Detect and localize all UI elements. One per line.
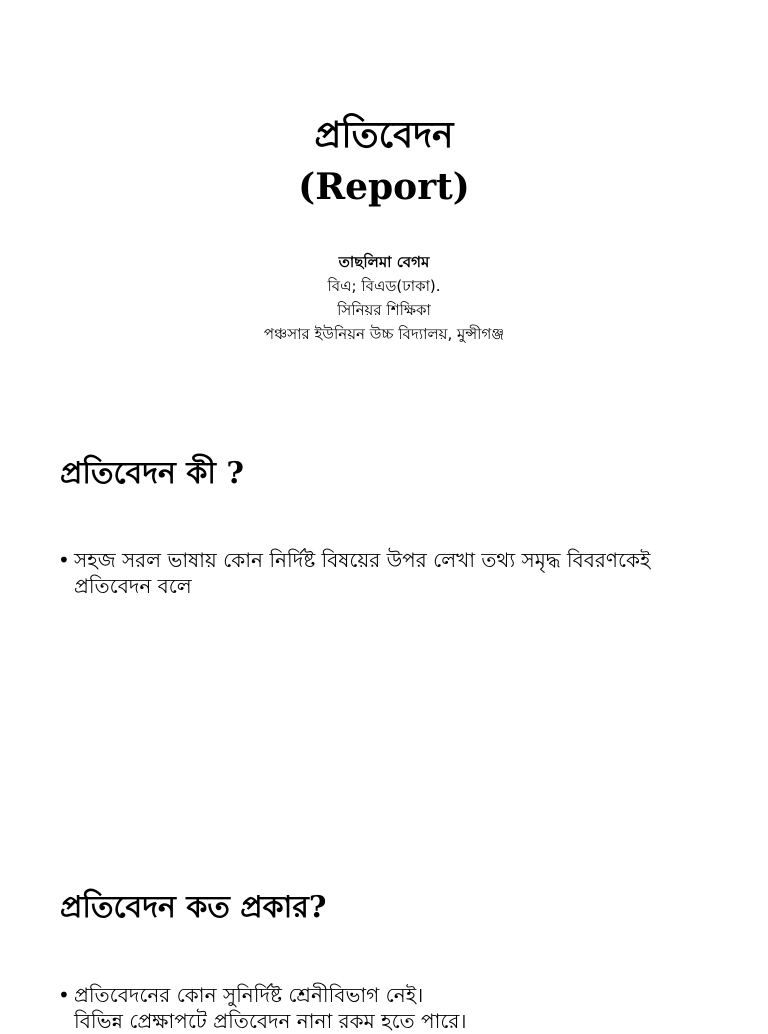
types-bullet <box>58 982 678 1034</box>
report-types-heading-text: প্রতিবেদন কত প্রকার <box>60 890 309 925</box>
types-line-1: প্রতিবেদনের কোন সুনির্দিষ্ট শ্রেনীবিভাগ নেই। <box>74 983 424 1007</box>
what-is-report-slide <box>0 420 768 850</box>
slide-title-bangla: প্রতিবেদন <box>314 115 454 156</box>
report-types-slide <box>0 850 768 1033</box>
title-slide <box>0 0 768 420</box>
definition-line-1: সহজ সরল ভাষায় কোন নির্দিষ্ট বিষয়ের উপর লেখা তথ্য সমৃদ্ধ বিবরণকেই <box>74 548 651 572</box>
author-position: সিনিয়র শিক্ষিকা <box>337 301 431 319</box>
report-types-heading <box>60 888 326 928</box>
author-school: পঞ্চসার ইউনিয়ন উচ্চ বিদ্যালয়, মুন্সীগঞ্জ <box>263 325 505 343</box>
slide-title-english: (Report) <box>298 166 470 208</box>
author-name: তাছলিমা বেগম <box>338 253 430 271</box>
types-line-2: বিভিন্ন প্রেক্ষাপটে প্রতিবেদন নানা রকম হতে পারে। <box>74 1009 467 1033</box>
bullet-dot: • <box>58 548 70 572</box>
author-degree: বিএ; বিএড(ঢাকা). <box>327 277 441 295</box>
question-mark: ? <box>308 890 327 925</box>
definition-line-2: প্রতিবেদন বলে <box>74 574 192 598</box>
what-is-report-heading <box>60 454 244 494</box>
author-block <box>0 250 768 346</box>
what-is-report-heading-text: প্রতিবেদন কী <box>60 456 216 491</box>
bullet-dot: • <box>58 983 70 1007</box>
definition-bullet <box>58 547 678 599</box>
question-mark: ? <box>215 456 244 491</box>
